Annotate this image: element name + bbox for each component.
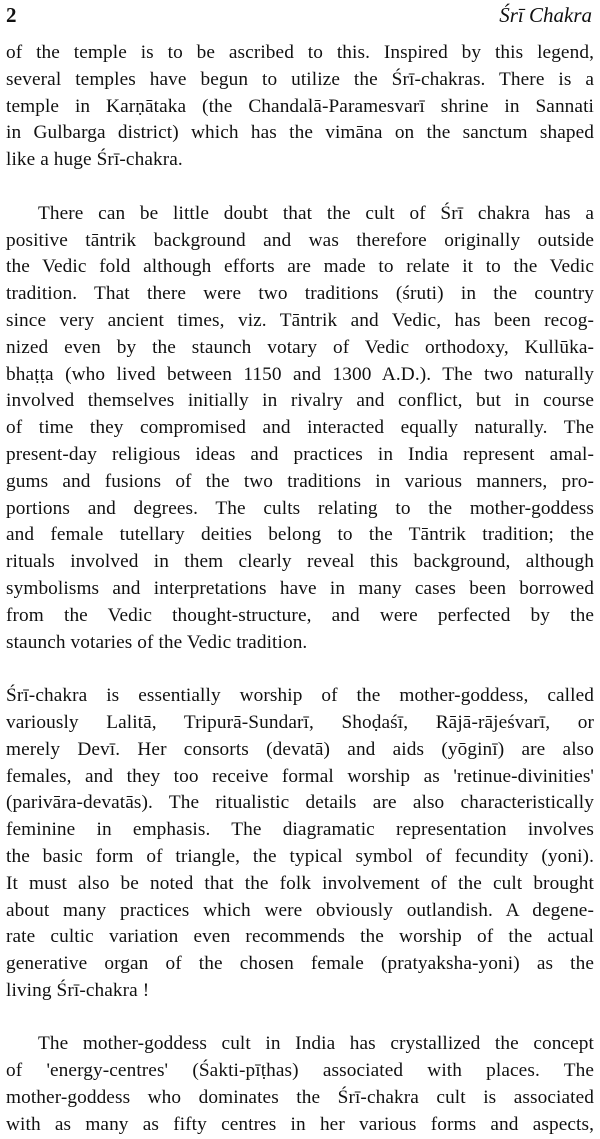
text-line: Śrī-chakra is essentially worship of the mother-goddess, called (6, 685, 594, 707)
text-line: generative organ of the chosen female (pratyaksha-yoni) as the (6, 953, 594, 975)
body-text (6, 40, 594, 1139)
text-line: (parivāra-devatās). The ritualistic details are also characteristically (6, 792, 594, 814)
text-line: of the temple is to be ascribed to this. Inspired by this legend, (6, 42, 594, 63)
paragraph-mother-goddess-worship (6, 683, 594, 1005)
running-title: Śrī Chakra (499, 3, 592, 27)
text-line: with as many as fifty centres in her various forms and aspects, (6, 1113, 594, 1135)
paragraph-temple-legend (6, 40, 594, 174)
text-line: in Gulbarga district) which has the vimāna on the sanctum shaped (6, 122, 594, 144)
paragraph-energy-centres (6, 1031, 594, 1138)
text-line: rituals involved in them clearly reveal this background, although (6, 551, 594, 573)
text-line: bhaṭṭa (who lived between 1150 and 1300 A.D.). The two naturally (6, 363, 594, 385)
text-line: since very ancient times, viz. Tāntrik and Vedic, has been recog- (6, 309, 594, 331)
paragraph-gap (6, 174, 594, 201)
text-line: like a huge Śrī-chakra. (6, 149, 183, 171)
text-line: mother-goddess who dominates the Śrī-chakra cult is associated (6, 1087, 594, 1109)
text-line: and female tutellary deities belong to the Tāntrik tradition; the (6, 524, 594, 546)
text-line: nized even by the staunch votary of Vedic orthodoxy, Kullūka- (6, 336, 594, 358)
paragraph-gap (6, 1005, 594, 1032)
text-line: involved themselves initially in rivalry and conflict, but in course (6, 390, 594, 412)
text-line: positive tāntrik background and was therefore originally outside (6, 229, 594, 251)
text-line: tradition. That there were two traditions (śruti) in the country (6, 283, 594, 305)
paragraph-tantrik-background (6, 201, 594, 657)
page-header (6, 2, 592, 28)
text-line: symbolisms and interpretations have in many cases been borrowed (6, 577, 594, 599)
text-line: variously Lalitā, Tripurā-Sundarī, Shoḍaśī, Rājā-rājeśvarī, or (6, 711, 594, 733)
text-line: portions and degrees. The cults relating to the mother-goddess (6, 497, 594, 519)
text-line: gums and fusions of the two traditions in various manners, pro- (6, 470, 594, 492)
text-line: several temples have begun to utilize the Śrī-chakras. There is a (6, 68, 594, 90)
text-line: of 'energy-centres' (Śakti-pīṭhas) associated with places. The (6, 1060, 594, 1082)
page-number: 2 (6, 3, 17, 27)
text-line: females, and they too receive formal worship as 'retinue-divinities' (6, 765, 594, 787)
text-line: from the Vedic thought-structure, and were perfected by the (6, 604, 594, 626)
text-line: of time they compromised and interacted equally naturally. The (6, 417, 594, 439)
text-line: rate cultic variation even recommends the worship of the actual (6, 926, 594, 948)
text-line: the basic form of triangle, the typical symbol of fecundity (yoni). (6, 845, 594, 867)
text-line: There can be little doubt that the cult of Śrī chakra has a (38, 202, 594, 224)
text-line: staunch votaries of the Vedic tradition. (6, 631, 308, 653)
text-line: present-day religious ideas and practices in India represent amal- (6, 443, 594, 465)
text-line: merely Devī. Her consorts (devatā) and aids (yōginī) are also (6, 738, 594, 760)
paragraph-gap (6, 656, 594, 683)
text-line: temple in Karṇātaka (the Chandalā-Paramesvarī shrine in Sannati (6, 95, 594, 117)
text-line: The mother-goddess cult in India has crystallized the concept (38, 1033, 594, 1055)
text-line: the Vedic fold although efforts are made to relate it to the Vedic (6, 256, 594, 278)
text-line: It must also be noted that the folk involvement of the cult brought (6, 872, 594, 894)
text-line: about many practices which were obviously outlandish. A degene- (6, 899, 594, 921)
text-line: living Śrī-chakra ! (6, 979, 150, 1001)
text-line: feminine in emphasis. The diagramatic representation involves (6, 819, 594, 841)
